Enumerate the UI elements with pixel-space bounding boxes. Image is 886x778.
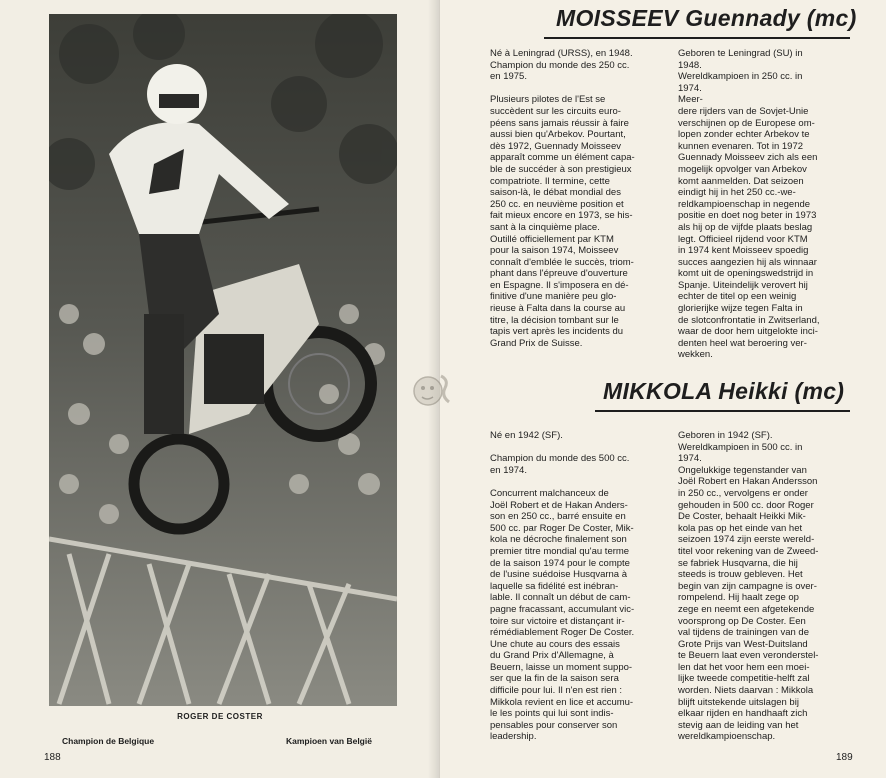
rider-jump-illustration (49, 14, 397, 706)
page-number-right: 189 (836, 752, 853, 763)
library-stamp (408, 366, 458, 416)
mikkola-text-french: Né en 1942 (SF). Champion du monde des 500 cc. en 1974. Concurrent malchanceux de Joël Robert et de Hakan Anders- son en 250 cc., barré ensuite en 500 cc. par Roger De Coster, Mik- kola ne décroche finalement son premier titre mondial qu'au terme de la saison 1974 pour le compte de l'usine suédoise Husqvarna à laquelle sa fidélité est inébran- lable. Il connaît un début de cam- pagne fracassant, accumulant vic- toire sur victoire et distançant ir- rémédiablement Roger De Coster. Une chute au cours des essais du Grand Prix d'Allemagne, à Beuern, laisse un moment suppo- ser que la fin de la saison sera difficile pour lui. Il n'en est rien : Mikkola revient en lice et accumu- le les points qui lui sont indis- pensables pour conserver son leadership. (490, 430, 635, 743)
left-page (0, 0, 440, 778)
moisseev-text-french: Né à Leningrad (URSS), en 1948. Champion du monde des 250 cc. en 1975. Plusieurs pilotes de l'Est se succèdent sur les circuits euro- péens sans jamais réussir à faire aussi bien qu'Arbekov. Pourtant, dès 1972, Guennady Moisseev apparaît comme un élément capa- ble de succéder à son prestigieux compatriote. Il termine, cette saison-là, le débat mondial des 250 cc. en neuvième position et fait mieux encore en 1973, se his- sant à la cinquième place. Outillé officiellement par KTM pour la saison 1974, Moisseev connaît d'emblée le succès, triom- phant dans l'épreuve d'ouverture en Espagne. Il s'imposera en dé- finitive d'une manière peu glo- rieuse à Falta dans la course au titre, la décision tombant sur le tapis vert après les incidents du Grand Prix de Suisse. (490, 48, 635, 349)
caption-dutch: Kampioen van België (286, 736, 372, 746)
photo-caption-title: ROGER DE COSTER (177, 712, 263, 721)
moisseev-heading-rule (544, 37, 850, 39)
caption-french: Champion de Belgique (62, 736, 155, 746)
mikkola-heading-rule (595, 410, 850, 412)
motocross-photo (49, 14, 397, 706)
mikkola-heading: MIKKOLA Heikki (mc) (603, 378, 845, 404)
page-number-left: 188 (44, 752, 61, 763)
moisseev-heading: MOISSEEV Guennady (mc) (556, 5, 857, 31)
moisseev-text-dutch: Geboren te Leningrad (SU) in 1948. Wereldkampioen in 250 cc. in 1974. Meer- dere rijders van de Sovjet-Unie verschijnen op de Europese om- lopen zonder echter Arbekov te kunnen evenaren. Tot in 1972 Guennady Moisseev zich als een mogelijk opvolger van Arbekov komt aanmelden. Dat seizoen eindigt hij in het 250 cc.-we- reldkampioenschap in negende positie en doet nog beter in 1973 als hij op de vijfde plaats beslag legt. Officieel rijdend voor KTM in 1974 kent Moisseev spoedig succes aangezien hij als winnaar komt uit de openingswedstrijd in Spanje. Uiteindelijk verovert hij echter de titel op een weinig glorierijke wijze tegen Falta in de slotconfrontatie in Zwitserland, waar de door hem uitgelokte inci- denten heel wat beroering ver- wekken. (678, 48, 820, 361)
mikkola-text-dutch: Geboren in 1942 (SF). Wereldkampioen in 500 cc. in 1974. Ongelukkige tegenstander van Joël Robert en Hakan Andersson in 250 cc., vervolgens er onder gehouden in 500 cc. door Roger De Coster, behaalt Heikki Mik- kola pas op het einde van het seizoen 1974 zijn eerste wereld- titel voor rekening van de Zweed- se fabriek Husqvarna, die hij steeds is trouw gebleven. Het begin van zijn campagne is over- rompelend. Hij haalt zege op zege en neemt een afgetekende voorsprong op De Coster. Een val tijdens de trainingen van de Grote Prijs van West-Duitsland te Beuern laat even veronderstel- len dat het voor hem een moei- lijke tweede competitie-helft zal worden. Niets daarvan : Mikkola blijft uitstekende uitslagen bij elkaar rijden en handhaaft zich stevig aan de leiding van het wereldkampioenschap. (678, 430, 819, 743)
